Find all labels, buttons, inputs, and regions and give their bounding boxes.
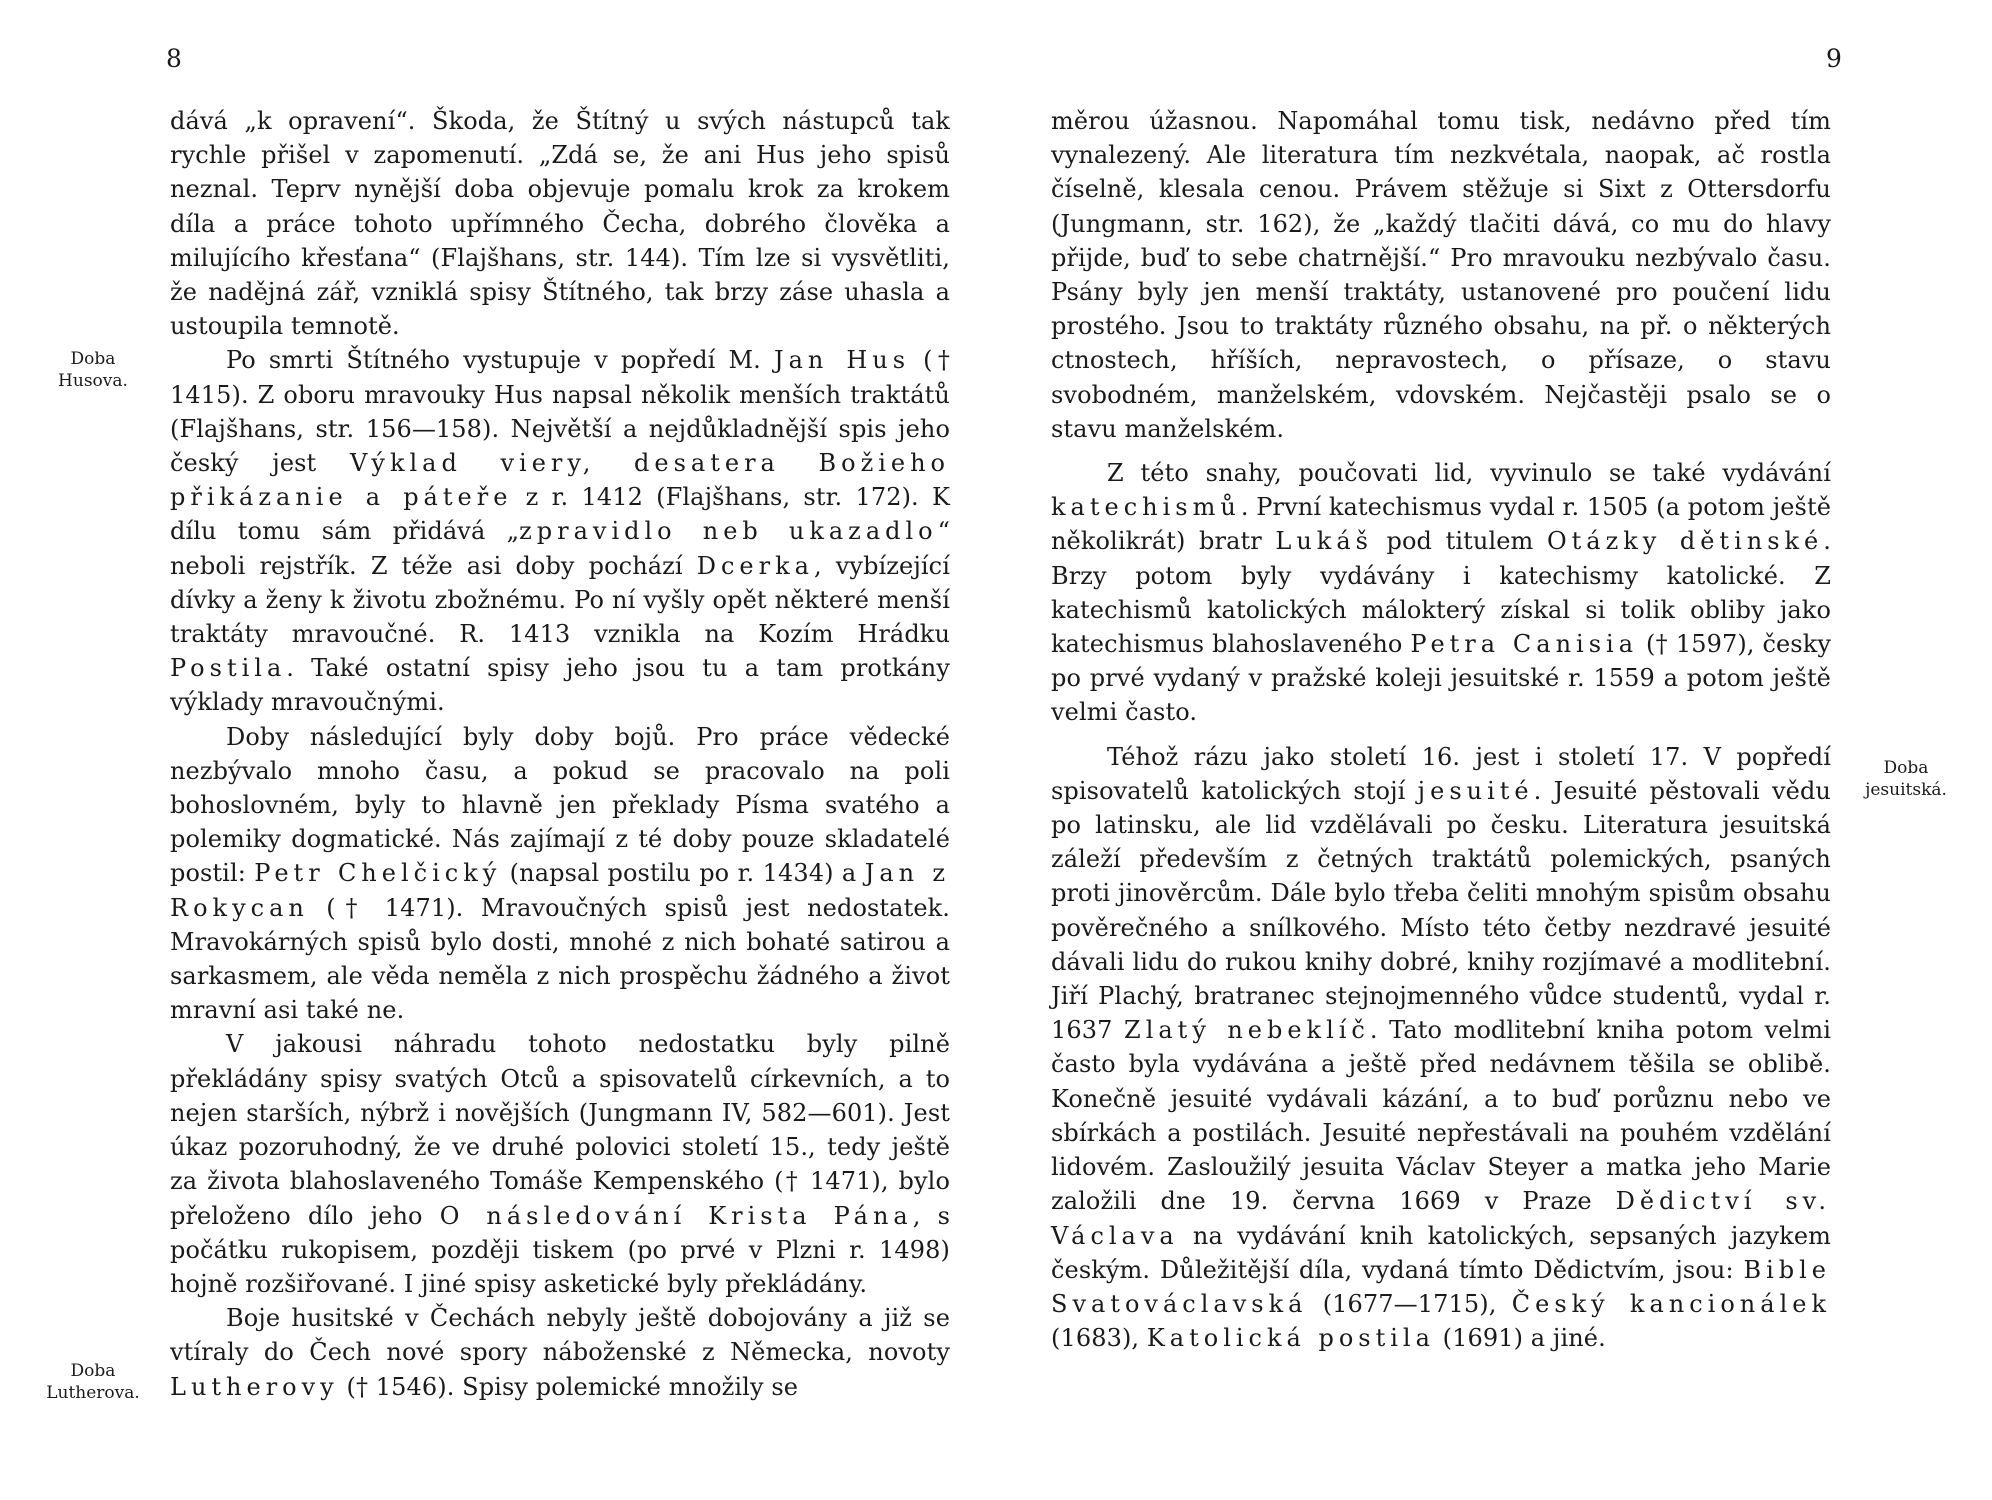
spaced-title-bible: Bible Svatováclavská [1051, 1255, 1831, 1318]
paragraph-katechismy [1051, 456, 1831, 730]
margin-note-line: Doba [70, 349, 116, 369]
margin-note-line: Husova. [58, 371, 128, 391]
text-run: Téhož rázu jako století 16. jest i století 17. V popředí spisovatelů katolických stojí [1051, 742, 1831, 805]
spaced-title-dedictvi: Dědictví sv. Václava [1051, 1187, 1831, 1250]
margin-note-line: Doba [70, 1361, 116, 1381]
text-run: († 1546). Spisy polemické množily se [338, 1372, 799, 1401]
paragraph-hus [170, 343, 950, 719]
spaced-word-jesuite: jesuité [1417, 776, 1534, 805]
text-run: z r. 1412 (Flajšhans, str. 172). K dílu tomu sám přidává „ [170, 483, 951, 546]
spaced-name-rokycan: Jan z Rokycan [170, 859, 951, 922]
spaced-title-kancionalek: Český kancionálek [1511, 1289, 1831, 1318]
text-run: († 1415). Z oboru mravouky Hus napsal několik menších traktátů (Flajšhans, str. 156—158). Největší a nejdůkladnější spis jeho český jest [170, 346, 951, 478]
page-number-right: 9 [1826, 44, 1842, 73]
spaced-title-zpravidlo: zpravidlo neb ukazadlo [519, 517, 938, 546]
spaced-name-jan-hus: Jan Hus [773, 346, 911, 375]
text-run: . První katechismus vydal r. 1505 (a potom ještě několikrát) bratr [1051, 493, 1831, 556]
text-run: (1691) a jiné. [1434, 1324, 1606, 1353]
text-run: na vydávání knih katolických, sepsaných jazykem českým. Důležitější díla, vydaná tímto Dědictvím, jsou: [1051, 1221, 1831, 1284]
page-number-left: 8 [166, 44, 182, 73]
margin-note-doba-husova [28, 348, 158, 392]
margin-note-line: Doba [1883, 758, 1929, 778]
spaced-title-zlaty-nebeklic: Zlatý nebeklíč [1124, 1016, 1370, 1045]
margin-note-line: Lutherova. [46, 1383, 140, 1403]
text-run: V jakousi náhradu tohoto nedostatku byly pilně překládány spisy svatých Otců a spisovatelů církevních, a to nejen starších, nýbrž i novějších (Jungmann IV, 582—601). Jest úkaz pozoruhodný, že ve druhé polovici století 15., tedy ještě za života blahoslaveného Tomáše Kempenského († 1471), bylo přeloženo dílo jeho [170, 1030, 950, 1230]
left-text-column [170, 104, 950, 1404]
margin-note-doba-lutherova [28, 1360, 158, 1404]
spaced-name-luther: Lutherovy [170, 1372, 339, 1401]
right-text-column [1051, 104, 1831, 1355]
text-run: Boje husitské v Čechách nebyly ještě dobojovány a již se vtíraly do Čech nové spory náboženské z Německa, novoty [170, 1304, 950, 1367]
text-run: pod titulem [1372, 527, 1547, 556]
text-run: (napsal postilu po r. 1434) a [501, 859, 865, 888]
spaced-title-katolicka-postila: Katolická postila [1146, 1324, 1435, 1353]
paragraph-jesuite [1051, 740, 1831, 1356]
margin-note-line: jesuitská. [1865, 780, 1947, 800]
paragraph-luther [170, 1301, 950, 1404]
text-run: . Také ostatní spisy jeho jsou tu a tam protkány výklady mravoučnými. [170, 654, 950, 717]
spaced-title-vyklad: Výklad viery, desatera Božieho přikázanie a páteře [170, 449, 950, 512]
spaced-title-otazky: Otázky dětinské [1546, 527, 1824, 556]
text-run: Doby následující byly doby bojů. Pro práce vědecké nezbývalo mnoho času, a pokud se pracovalo na poli bohoslovném, byly to hlavně jen překlady Písma svatého a polemiky dogmatické. Nás zajímají z té doby pouze skladatelé postil: [170, 722, 950, 888]
text-run: “ neboli rejstřík. Z téže asi doby pochází [170, 517, 950, 580]
text-run: (1683), [1051, 1324, 1147, 1353]
text-run: , s počátku rukopisem, později tiskem (po prvé v Plzni r. 1498) hojně rozšiřované. I jiné spisy asketické byly překládány. [170, 1201, 951, 1298]
text-run: . Brzy potom byly vydávány i katechismy katolické. Z katechismů katolických málokterý získal si tolik obliby jako katechismus blahoslaveného [1051, 527, 1831, 659]
text-run: (1677—1715), [1307, 1289, 1512, 1318]
paragraph: měrou úžasnou. Napomáhal tomu tisk, nedávno před tím vynalezený. Ale literatura tím nezkvétala, naopak, ač rostla číselně, klesala cenou. Právem stěžuje si Sixt z Ottersdorfu (Jungmann, str. 162), že „každý tlačiti dává, co mu do hlavy přijde, buď to sebe chatrnější.“ Pro mravouku nezbývalo času. Psány byly jen menší traktáty, ustanovené pro poučení lidu prostého. Jsou to traktáty různého obsahu, na př. o některých ctnostech, hříších, nepravostech, o přísaze, o stavu svobodném, manželském, vdovském. Nejčastěji psalo se o stavu manželském. [1051, 107, 1831, 443]
text-run: . Tato modlitební kniha potom velmi často byla vydávána a ještě před nedávnem těšila se oblibě. Konečně jesuité vydávali kázání, a to buď porůznu nebo ve sbírkách a postilách. Jesuité nepřestávali na pouhém vzdělání lidovém. Zasloužilý jesuita Václav Steyer a matka jeho Marie založili dne 19. června 1669 v Praze [1051, 1016, 1831, 1216]
text-run: , vybízející dívky a ženy k životu zbožnému. Po ní vyšly opět některé menší traktáty mravoučné. R. 1413 vznikla na Kozím Hrádku [170, 551, 950, 649]
margin-note-doba-jesuitska [1836, 757, 1976, 801]
right-page [996, 0, 1992, 1500]
text-run: Z této snahy, poučovati lid, vyvinulo se také vydávání [1107, 459, 1831, 488]
text-run: . Jesuité pěstovali vědu po latinsku, ale lid vzdělávali po česku. Literatura jesuitská záleží především z četných traktátů polemických, psaných proti jinověrcům. Dále bylo třeba čeliti mnohým spisům obsahu pověrečného a snílkového. Místo této četby nezdravé jesuité dávali lidu do rukou knihy dobré, knihy rozjímavé a modlitební. Jiří Plachý, bratranec stejnojmenného vůdce studentů, vydal r. 1637 [1051, 776, 1831, 1045]
spaced-word-katechismu: katechismů [1051, 493, 1241, 522]
paragraph: dává „k opravení“. Škoda, že Štítný u svých nástupců tak rychle přišel v zapomenutí. „Zdá se, že ani Hus jeho spisů neznal. Teprv nynější doba objevuje pomalu krok za krokem díla a práce tohoto upřímného Čecha, dobrého člověka a milujícího křesťana“ (Flajšhans, str. 144). Tím lze si vysvětliti, že nadějná zář, vzniklá spisy Štítného, tak brzy záse uhasla a ustoupila temnotě. [170, 107, 950, 341]
paragraph-preklady [170, 1027, 950, 1301]
text-run: († 1471). Mravoučných spisů jest nedostatek. Mravokárných spisů bylo dosti, mnohé z nich bohaté satirou a sarkasmem, ale věda neměla z nich prospěchu žádného a život mravní asi také ne. [170, 893, 950, 1025]
text-run: († 1597), česky po prvé vydaný v pražské koleji jesuitské r. 1559 a potom ještě velmi často. [1051, 630, 1832, 727]
spaced-title-postila: Postila [170, 654, 287, 683]
spaced-name-lukas: Lukáš [1275, 527, 1373, 556]
spaced-name-chelcicky: Petr Chelčický [254, 859, 502, 888]
spaced-name-canisius: Petra Canisia [1410, 630, 1639, 659]
spaced-title-nasledovani: O následování Krista Pána [439, 1201, 913, 1230]
paragraph-doby-boju [170, 720, 950, 1028]
spaced-title-dcerka: Dcerka [696, 551, 814, 580]
text-run: Po smrti Štítného vystupuje v popředí M. [226, 346, 774, 375]
